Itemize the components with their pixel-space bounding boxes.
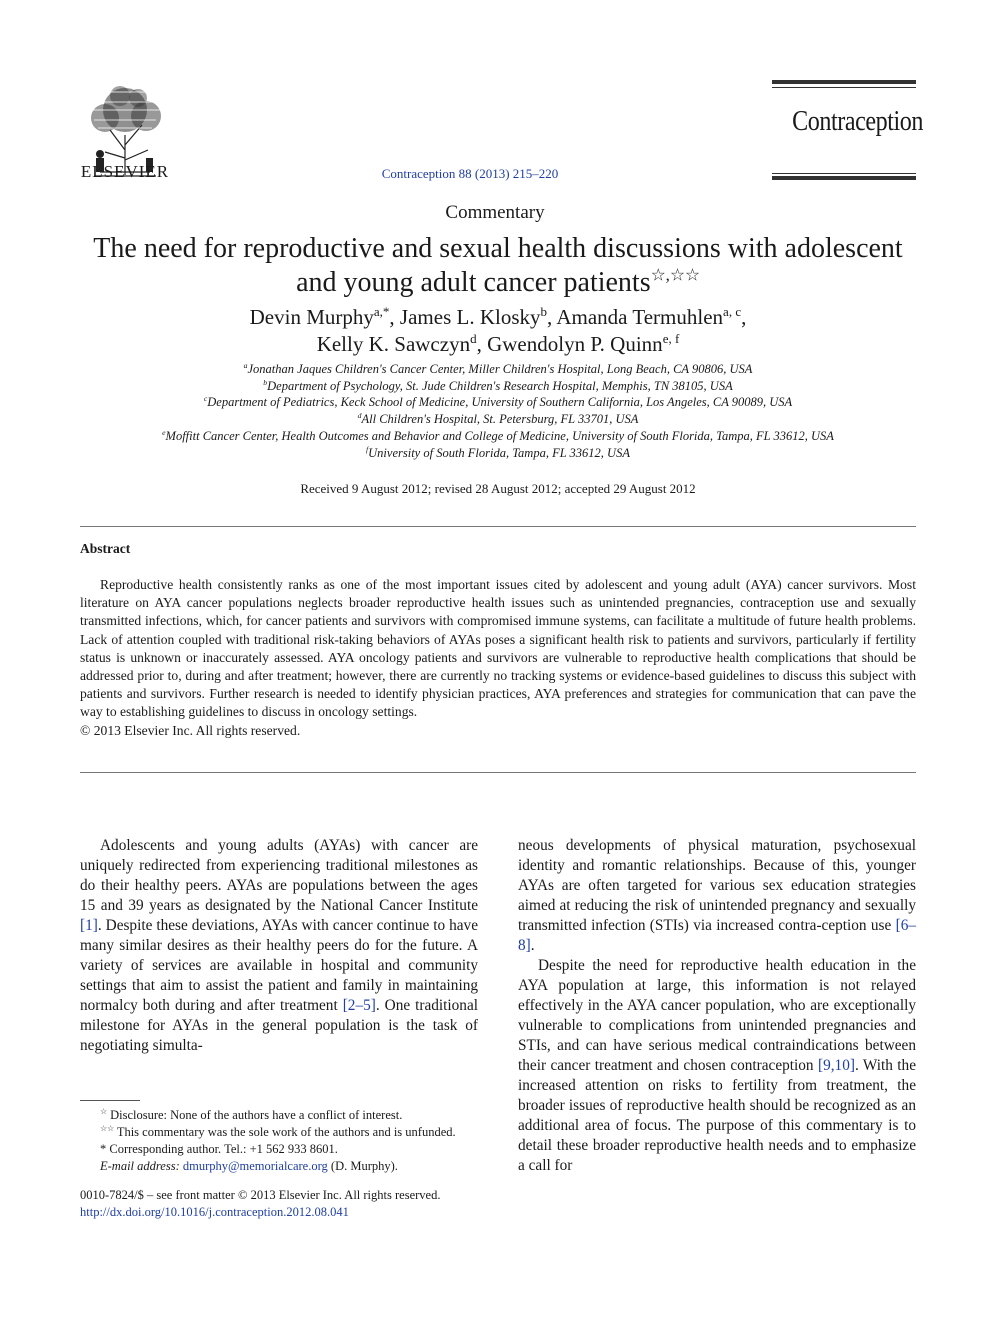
body-text: . One traditional milestone for AYAs in the general population is the task of negotiating simulta- [80,997,478,1054]
email-label: E-mail address: [100,1159,180,1173]
journal-rule-top [772,80,916,84]
affiliation-text: All Children's Hospital, St. Petersburg, FL 33701, USA [361,412,639,427]
footnote-mark: ☆ [100,1106,107,1116]
footnotes [80,1107,480,1175]
footnote-mark: * [100,1142,107,1156]
affiliation-key: f [366,444,369,454]
footnote-mark: ☆☆ [100,1123,114,1133]
body-paragraph [80,836,478,1056]
copyright-line: © 2013 Elsevier Inc. All rights reserved. [80,722,301,738]
publisher-name: ELSEVIER [80,162,170,181]
article-title [70,232,926,300]
body-paragraph [518,836,916,956]
affiliation-text: Jonathan Jaques Children's Cancer Center, Miller Children's Hospital, Long Beach, CA 90806, USA [247,362,753,376]
affiliation-item [80,445,916,462]
body-column-left [80,836,478,1056]
abstract-text: Reproductive health consistently ranks as one of the most important issues cited by adolescent and young adult (AYA) cancer survivors. Most literature on AYA cancer populations neglects broader reproductive health issues such as unintended pregnancies, contraception use and sexually transmitted infections, which, for cancer patients and survivors with compromised immune systems, can facilitate a multitude of future health problems. Lack of attention coupled with traditional risk-taking behaviors of AYAs poses a significant health risk to patients and survivors, particularly if fertility status is unknown or inaccurately assessed. AYA oncology patients and survivors are vulnerable to reproductive health complications that should be addressed prior to, during and after treatment; however, there are currently no tracking systems or evidence-based guidelines to discuss this subject with patients and survivors. Further research is needed to identify physician practices, AYA preferences and strategies for communication that can pave the way to establishing guidelines to discuss in oncology settings. [80,577,916,720]
affiliation-key: c [203,394,208,404]
divider [80,772,916,773]
author-separator: , [389,305,400,329]
affiliation-item [80,361,916,378]
body-text: . With the increased attention on risks to fertility from treatment, the broader issues of reproductive health should be recognized as an additional area of focus. The purpose of this commentary is to detail these broader reproductive health needs and to emphasize a call for [518,1057,916,1174]
author-name: Kelly K. Sawczyn [316,332,471,356]
footnote-disclosure [80,1107,480,1124]
author-affiliation-marks[interactable]: d [470,331,477,346]
affiliation-key: b [263,377,268,387]
author-separator: , [476,332,488,356]
author-affiliation-marks[interactable]: e, f [662,331,680,346]
affiliation-item [80,428,916,445]
affiliation-item [80,411,916,428]
author-list [100,304,896,358]
footnote-text: Disclosure: None of the authors have a conflict of interest. [110,1108,403,1122]
issn-line: 0010-7824/$ – see front matter © 2013 Elsevier Inc. All rights reserved. [80,1188,441,1202]
body-text: . Despite these deviations, AYAs with cancer continue to have many similar desires as their healthy peers do for the future. A variety of services are available in hospital and community settings that aim to assist the patient and family in maintaining normalcy both during and after treatment [80,917,478,1014]
author-separator: , [741,305,747,329]
email-link[interactable]: dmurphy@memorialcare.org [182,1159,328,1173]
divider [80,526,916,527]
footnote-text: This commentary was the sole work of the authors and is unfunded. [116,1125,456,1139]
body-text: Adolescents and young adults (AYAs) with cancer are uniquely redirected from experiencing traditional milestones as do their healthy peers. AYAs are populations between the ages 15 and 39 years as designated by the National Cancer Institute [80,837,478,914]
affiliation-text: Department of Psychology, St. Jude Children's Research Hospital, Memphis, TN 38105, USA [267,378,733,393]
affiliation-list [80,361,916,461]
author-name: Amanda Termuhlen [556,305,724,329]
body-paragraph [518,956,916,1176]
body-text: . [530,937,535,954]
author-separator: , [547,305,557,329]
email-suffix: (D. Murphy). [330,1159,398,1173]
doi-link[interactable]: http://dx.doi.org/10.1016/j.contraception.2012.08.041 [80,1205,349,1219]
footnote-corresponding [80,1141,480,1158]
author-name: Gwendolyn P. Quinn [487,332,663,356]
author-name: James L. Klosky [399,305,541,329]
footnote-text: Corresponding author. Tel.: +1 562 933 8601. [109,1142,338,1156]
affiliation-key: e [162,427,166,437]
citation-link[interactable]: [6–8] [518,917,916,954]
citation-link[interactable]: [2–5] [342,997,376,1014]
affiliation-text: Moffitt Cancer Center, Health Outcomes and Behavior and College of Medicine, University of South Florida, Tampa, FL 33612, USA [165,428,834,443]
citation-link[interactable]: [9,10] [817,1057,855,1074]
abstract-heading: Abstract [80,541,131,556]
journal-citation-link[interactable]: Contraception 88 (2013) 215–220 [381,166,559,181]
abstract-body [80,576,916,740]
journal-rule-bottom-thin [772,173,916,174]
title-line-1: The need for reproductive and sexual health discussions with adolescent [93,233,903,264]
author-name: Devin Murphy [249,305,374,329]
section-label: Commentary [445,202,545,223]
author-affiliation-marks[interactable]: a,* [373,304,390,319]
author-affiliation-marks[interactable]: b [540,304,548,319]
citation-link[interactable]: [1] [80,917,98,934]
body-text: Despite the need for reproductive health education in the AYA population at large, this information is not relayed effectively in the AYA cancer population, who are exceptionally vulnerable to complications from unintended pregnancies and STIs, and can have serious medical contraindications between their cancer treatment and chosen contraception [518,957,916,1074]
title-line-2: and young adult cancer patients [296,267,651,298]
article-meta [80,1187,500,1221]
affiliation-key: a [243,360,248,370]
journal-rule-bottom [772,176,916,180]
title-footnote-marks[interactable]: ☆,☆☆ [650,265,700,285]
affiliation-item [80,394,916,411]
affiliation-key: d [357,410,362,420]
journal-name: Contraception [792,106,923,137]
footnote-email [80,1158,480,1175]
body-column-right [518,836,916,1176]
footnote-funding [80,1124,480,1141]
article-dates: Received 9 August 2012; revised 28 August 2012; accepted 29 August 2012 [300,481,696,496]
journal-rule-top-thin [772,87,916,88]
affiliation-item [80,378,916,395]
footnote-rule [80,1100,140,1101]
affiliation-text: University of South Florida, Tampa, FL 33612, USA [368,445,630,460]
body-text: neous developments of physical maturation, psychosexual identity and romantic relationships. Because of this, younger AYAs are often targeted for various sex education strategies aimed at reducing the risk of unintended pregnancy and sexually transmitted infection (STIs) via increased contra-ception use [518,837,916,934]
author-affiliation-marks[interactable]: a, c [723,304,742,319]
affiliation-text: Department of Pediatrics, Keck School of Medicine, University of Southern California, Los Angeles, CA 90089, USA [207,395,793,410]
